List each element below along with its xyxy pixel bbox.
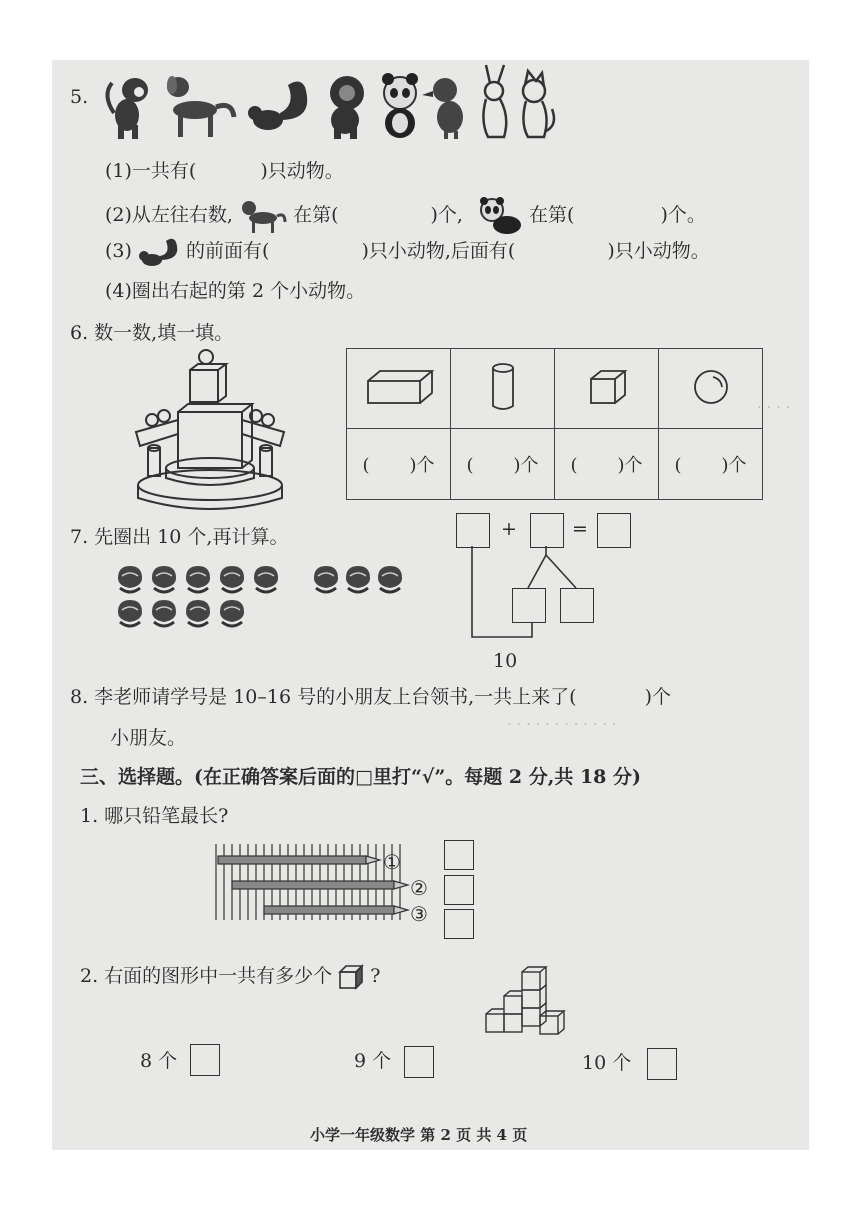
addend-box-2[interactable] [530, 513, 564, 548]
c2-title: 2. 右面的图形中一共有多少个 ? [80, 964, 380, 990]
peach-icon [346, 566, 370, 592]
peach-icon [314, 566, 338, 592]
cube-icon [587, 367, 627, 407]
lion-icon [330, 76, 364, 139]
peach-icon [186, 566, 210, 592]
peach-icon [254, 566, 278, 592]
q7-title: 7. 先圈出 10 个,再计算。 [70, 526, 289, 548]
cube-stack-figure [478, 966, 578, 1040]
count-cell-sphere[interactable]: ( )个 [659, 429, 763, 500]
answer-box-pencil-2[interactable] [444, 875, 474, 905]
q8-line2: 小朋友。 [110, 727, 187, 749]
bleed-through-text: · · · · · · · · · · · · [507, 715, 617, 733]
dog-icon [239, 198, 287, 234]
sphere-cell [659, 349, 763, 429]
panda-icon [382, 73, 418, 138]
pencil-label-3: ③ [410, 902, 428, 926]
pencil-3 [264, 906, 408, 914]
q5-part2: (2)从左往右数, 在第( )个, 在第( )个。 [105, 197, 706, 235]
cylinder-icon [488, 362, 518, 412]
count-cell-cube[interactable]: ( )个 [555, 429, 659, 500]
split-box-1[interactable] [512, 588, 546, 623]
pencil-label-1: ① [383, 850, 401, 874]
q5-part3: (3) 的前面有( )只小动物,后面有( )只小动物。 [105, 236, 710, 268]
answer-box-10[interactable] [647, 1048, 677, 1080]
peach-icon [378, 566, 402, 592]
count-cell-cylinder[interactable]: ( )个 [451, 429, 555, 500]
answer-box-8[interactable] [190, 1044, 220, 1076]
q5-number: 5. [70, 86, 89, 108]
rabbit-icon [483, 65, 506, 137]
peach-icon [152, 566, 176, 592]
dog-icon [167, 76, 234, 137]
page-footer: 小学一年级数学 第 2 页 共 4 页 [310, 1126, 528, 1144]
pencil-2 [232, 881, 408, 889]
answer-box-pencil-3[interactable] [444, 909, 474, 939]
block-figure [130, 350, 290, 510]
q5-part4: (4)圈出右起的第 2 个小动物。 [105, 280, 366, 302]
peach-icon [118, 566, 142, 592]
c2-option-8: 8 个 [140, 1050, 178, 1072]
ten-label: 10 [493, 650, 518, 672]
exam-page [52, 60, 809, 1150]
c1-title: 1. 哪只铅笔最长? [80, 805, 229, 827]
monkey-icon [107, 78, 148, 139]
squirrel-icon [248, 81, 307, 130]
plus-sign: + [501, 518, 517, 540]
section3-title: 三、选择题。(在正确答案后面的□里打“√”。每题 2 分,共 18 分) [80, 766, 642, 788]
peach-icon [152, 600, 176, 626]
cuboid-icon [364, 367, 434, 407]
cube-cell [555, 349, 659, 429]
peach-icon [186, 600, 210, 626]
bleed-through-text: · · · · [757, 398, 791, 416]
peach-icon [118, 600, 142, 626]
answer-box-pencil-1[interactable] [444, 840, 474, 870]
c2-option-9: 9 个 [354, 1050, 392, 1072]
cylinder-cell [451, 349, 555, 429]
peach-icon [220, 566, 244, 592]
cat-icon [523, 71, 554, 137]
pencil-label-2: ② [410, 876, 428, 900]
q5-part1: (1)一共有( )只动物。 [105, 160, 344, 182]
addend-box-1[interactable] [456, 513, 490, 548]
bird-icon [422, 78, 463, 139]
pencil-1 [218, 856, 380, 864]
q6-title: 6. 数一数,填一填。 [70, 322, 234, 344]
peach-icon [220, 600, 244, 626]
squirrel-icon [138, 236, 180, 268]
sphere-icon [691, 367, 731, 407]
animal-row [100, 65, 550, 145]
peach-icons [114, 562, 414, 632]
equals-sign: = [572, 518, 588, 540]
answer-box-9[interactable] [404, 1046, 434, 1078]
count-cell-cuboid[interactable]: ( )个 [347, 429, 451, 500]
c2-option-10: 10 个 [582, 1052, 632, 1074]
cube-icon [338, 964, 364, 990]
split-box-2[interactable] [560, 588, 594, 623]
panda-icon [477, 197, 523, 235]
q8-line1: 8. 李老师请学号是 10–16 号的小朋友上台领书,一共上来了( )个 [70, 686, 671, 708]
cuboid-cell [347, 349, 451, 429]
sum-box[interactable] [597, 513, 631, 548]
shape-count-table [346, 348, 763, 500]
